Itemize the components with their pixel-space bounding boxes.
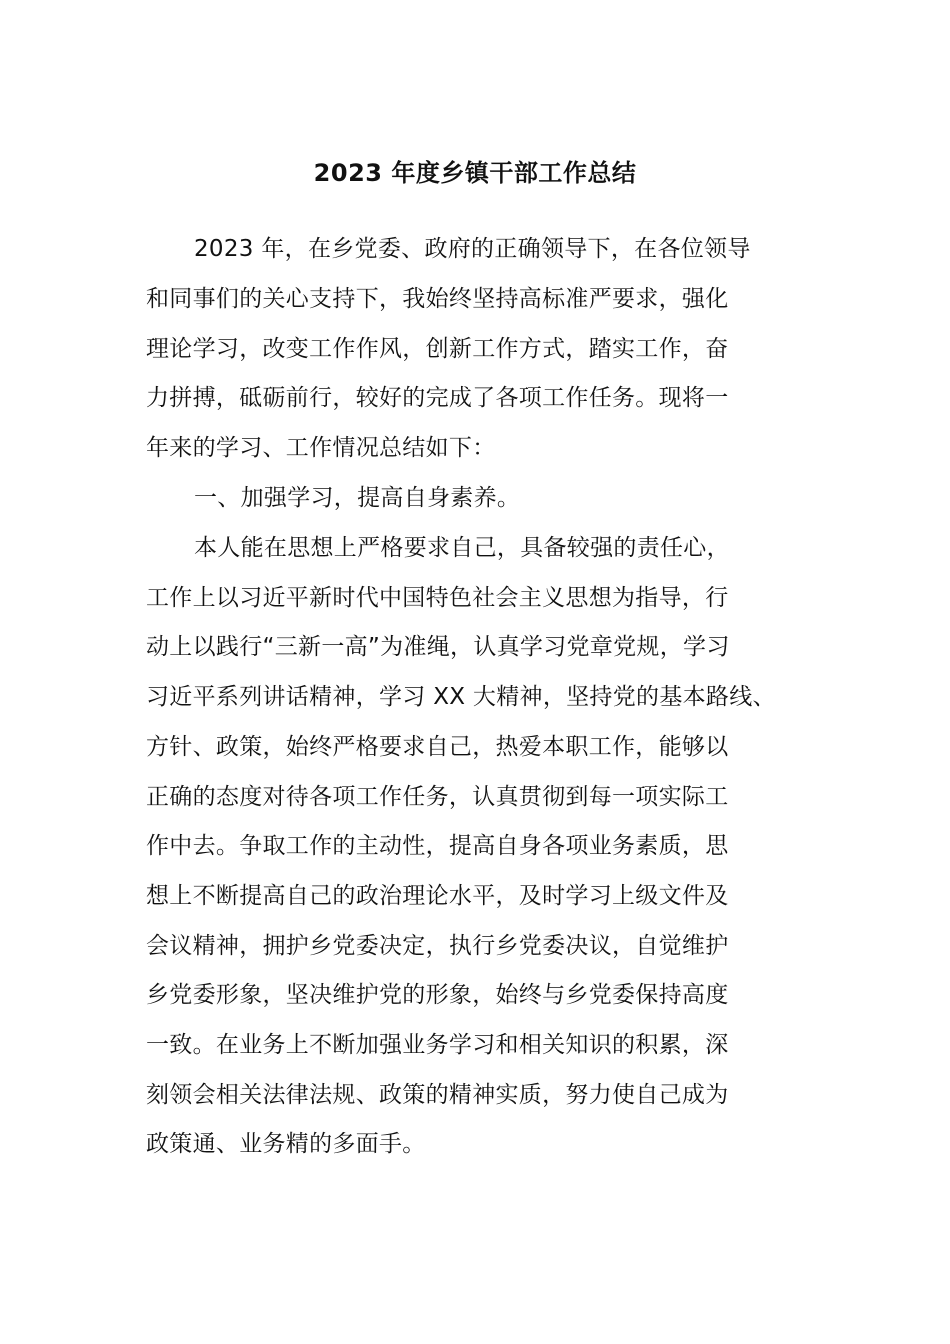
paragraph-line: 力拼搏，砥砺前行，较好的完成了各项工作任务。现将一 [146, 385, 729, 411]
paragraph-line: 方针、政策，始终严格要求自己，热爱本职工作，能够以 [146, 734, 729, 760]
paragraph-line: 习近平系列讲话精神，学习 XX 大精神，坚持党的基本路线、 [146, 684, 776, 710]
paragraph-line: 刻领会相关法律法规、政策的精神实质，努力使自己成为 [146, 1082, 729, 1108]
paragraph-line: 想上不断提高自己的政治理论水平，及时学习上级文件及 [146, 883, 729, 909]
paragraph-line: 和同事们的关心支持下，我始终坚持高标准严要求，强化 [146, 286, 729, 312]
paragraph-line: 年来的学习、工作情况总结如下： [146, 435, 496, 461]
paragraph-line: 工作上以习近平新时代中国特色社会主义思想为指导，行 [146, 585, 729, 611]
paragraph-line: 一致。在业务上不断加强业务学习和相关知识的积累，深 [146, 1032, 729, 1058]
paragraph-line: 动上以践行“三新一高”为准绳，认真学习党章党规，学习 [146, 634, 730, 660]
paragraph-line: 乡党委形象，坚决维护党的形象，始终与乡党委保持高度 [146, 982, 729, 1008]
section-heading: 一、加强学习，提高自身素养。 [194, 485, 521, 511]
paragraph-line: 会议精神，拥护乡党委决定，执行乡党委决议，自觉维护 [146, 933, 729, 959]
paragraph-line: 作中去。争取工作的主动性，提高自身各项业务素质，思 [146, 833, 729, 859]
paragraph-line: 本人能在思想上严格要求自己，具备较强的责任心， [194, 535, 730, 561]
paragraph-line: 正确的态度对待各项工作任务，认真贯彻到每一项实际工 [146, 784, 729, 810]
document-title: 2023 年度乡镇干部工作总结 [313, 159, 637, 187]
paragraph-line: 2023 年，在乡党委、政府的正确领导下，在各位领导 [194, 236, 751, 262]
paragraph-line: 政策通、业务精的多面手。 [146, 1131, 426, 1157]
paragraph-line: 理论学习，改变工作作风，创新工作方式，踏实工作，奋 [146, 336, 729, 362]
